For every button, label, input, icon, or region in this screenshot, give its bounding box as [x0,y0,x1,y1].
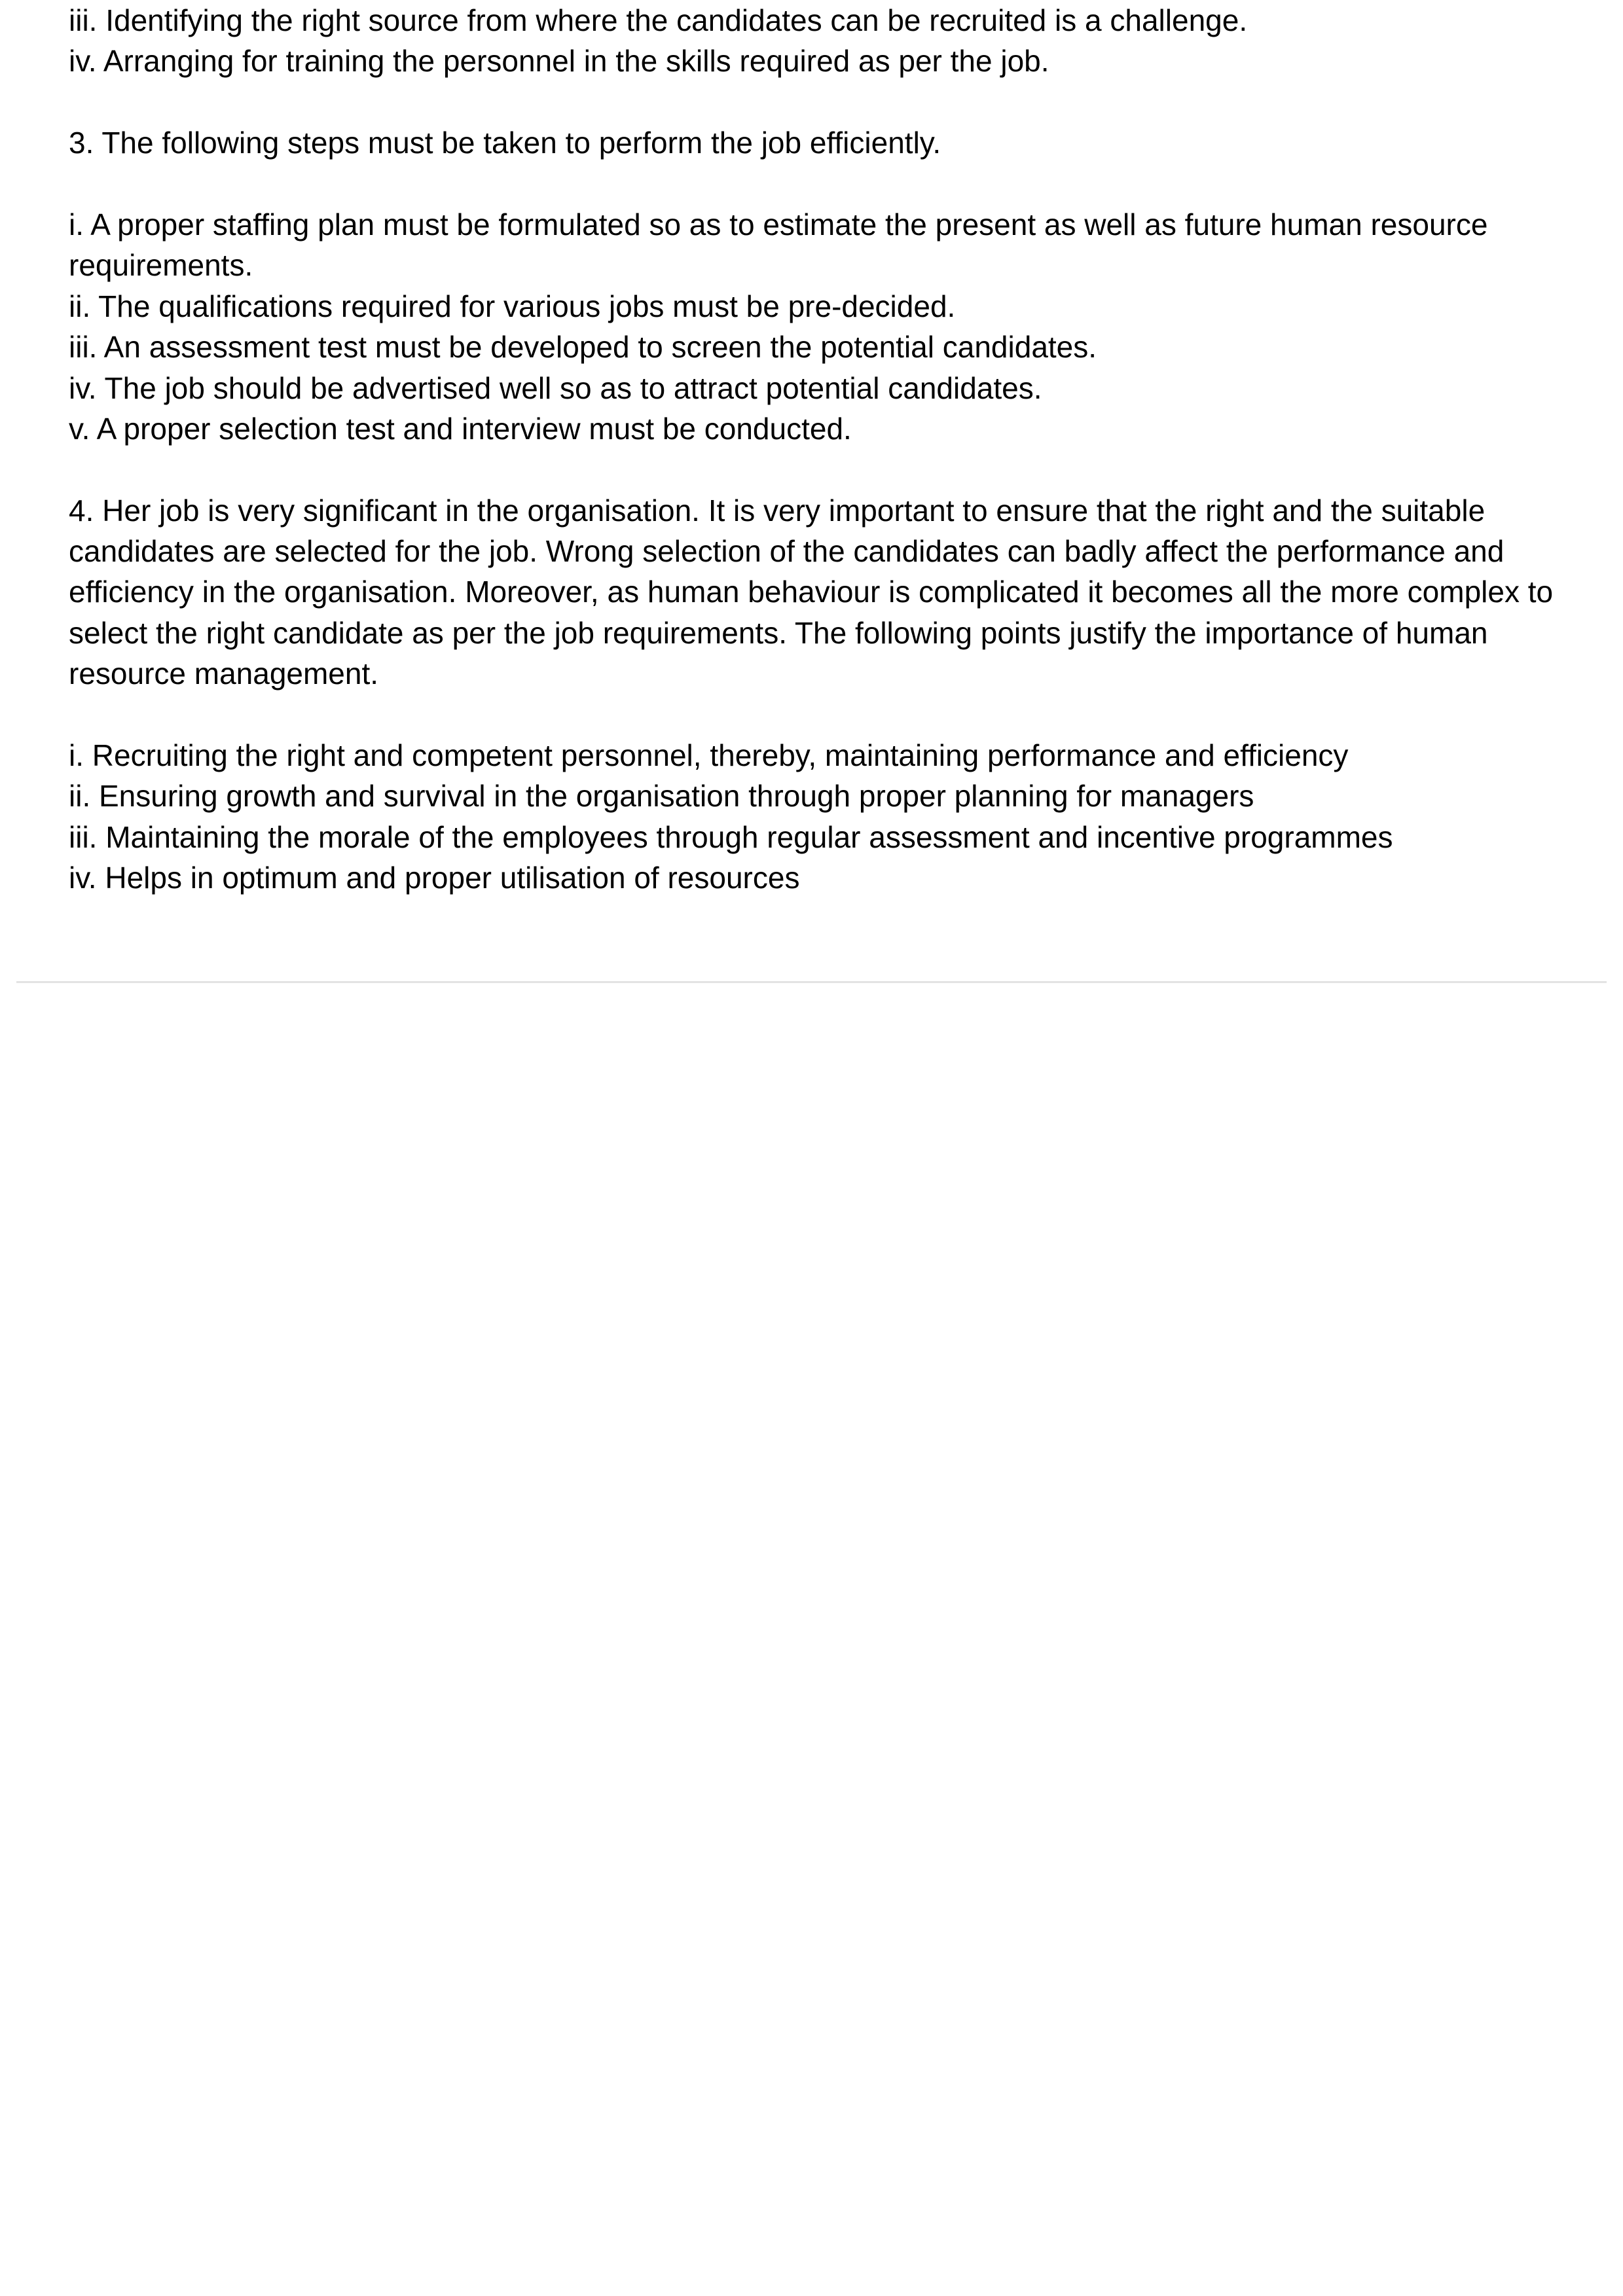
list-item-line: requirements. [69,248,253,283]
paragraph-line: candidates are selected for the job. Wrong selection of the candidates can badly affect the performance and [69,534,1504,569]
list-item: iv. Helps in optimum and proper utilisation of resources [69,861,800,895]
list-item: iv. The job should be advertised well so as to attract potential candidates. [69,370,1042,405]
list-item: iv. Arranging for training the personnel in the skills required as per the job. [69,44,1049,79]
paragraph-spacer [69,82,1614,122]
continued-list [69,0,1614,82]
paragraph-spacer [69,694,1614,735]
paragraph-spacer [69,164,1614,204]
list-item: ii. Ensuring growth and survival in the organisation through proper planning for managers [69,779,1254,814]
answer-4-section [69,490,1614,899]
list-item: iii. An assessment test must be developed to screen the potential candidates. [69,330,1097,365]
paragraph-line: select the right candidate as per the job requirements. The following points justify the importance of human [69,615,1488,650]
list-item: iii. Maintaining the morale of the employees through regular assessment and incentive programmes [69,819,1393,854]
list-item: iii. Identifying the right source from where the candidates can be recruited is a challenge. [69,3,1248,37]
answer-4-list [69,735,1614,899]
paragraph-spacer [69,449,1614,490]
answer-4-paragraph [69,490,1614,694]
page-divider [16,981,1607,983]
paragraph-line: efficiency in the organisation. Moreover, as human behaviour is complicated it becomes all the more complex to [69,575,1554,609]
list-item: i. Recruiting the right and competent personnel, thereby, maintaining performance and efficiency [69,738,1349,773]
answer-3-section [69,122,1614,449]
list-item: ii. The qualifications required for various jobs must be pre-decided. [69,289,956,323]
list-item [69,204,1614,286]
answer-3-heading: 3. The following steps must be taken to perform the job efficiently. [69,126,941,160]
paragraph-line: resource management. [69,656,379,691]
list-item-line: i. A proper staffing plan must be formulated so as to estimate the present as well as future human resource [69,207,1488,242]
document-body [69,0,1614,899]
paragraph-line: 4. Her job is very significant in the organisation. It is very important to ensure that the right and the suitable [69,493,1486,528]
list-item: v. A proper selection test and interview must be conducted. [69,411,852,446]
